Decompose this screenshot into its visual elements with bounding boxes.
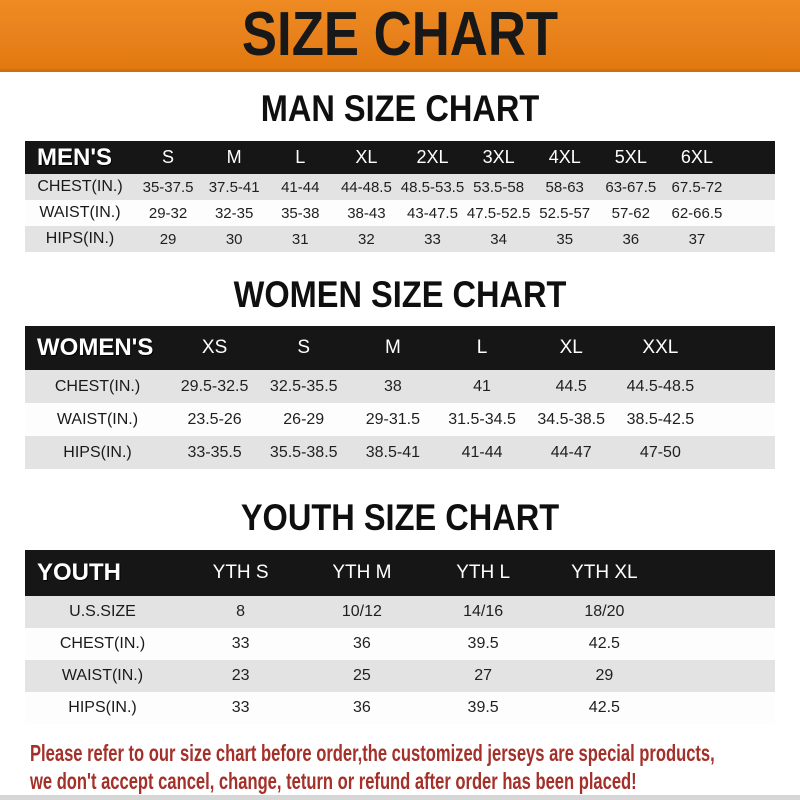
size-value-cell: 44-47 (550, 443, 592, 461)
column-header: S (297, 337, 311, 358)
footer-line-2: we don't accept cancel, change, teturn or refund after order has been placed! (30, 768, 637, 794)
size-value-cell: 29-32 (148, 204, 188, 222)
size-value-cell: 37.5-41 (208, 178, 260, 196)
spacer-cell (705, 403, 775, 436)
size-value-cell: 34 (490, 230, 507, 248)
size-value-cell: 35.5-38.5 (269, 443, 338, 461)
size-value-cell: 31 (291, 230, 309, 248)
size-value-cell: 33 (231, 699, 250, 716)
size-value-cell: 52.5-57 (539, 204, 591, 222)
size-value-cell: 35 (556, 230, 574, 248)
size-value-cell: 57-62 (611, 204, 650, 222)
size-value-cell: 48.5-53.5 (400, 178, 465, 196)
column-header: M (384, 337, 401, 358)
womens-size-table (25, 326, 775, 469)
table-header-row (25, 550, 775, 596)
size-value-cell: 37 (688, 230, 706, 248)
size-value-cell: 44.5-48.5 (626, 377, 695, 395)
banner-title: SIZE CHART (241, 0, 559, 69)
spacer-cell (730, 141, 775, 174)
table-corner-label: WOMEN'S (37, 334, 154, 361)
table-corner-label: MEN'S (37, 143, 113, 171)
size-value-cell: 38.5-42.5 (626, 410, 695, 428)
size-value-cell: 38-43 (347, 204, 386, 222)
row-label: WAIST(IN.) (61, 667, 144, 684)
column-header: YTH XL (571, 562, 638, 583)
size-value-cell: 36 (622, 230, 640, 248)
size-value-cell: 41-44 (281, 178, 320, 196)
column-header: XXL (642, 337, 679, 358)
size-value-cell: 23 (231, 667, 250, 684)
spacer-cell (730, 174, 775, 200)
spacer-cell (665, 550, 775, 596)
column-header: 4XL (548, 147, 581, 167)
table-row (25, 226, 775, 252)
size-value-cell: 42.5 (588, 699, 620, 716)
size-value-cell: 29.5-32.5 (180, 377, 249, 395)
size-value-cell: 38.5-41 (365, 443, 421, 461)
row-label: CHEST(IN.) (54, 377, 141, 395)
row-label: HIPS(IN.) (45, 230, 115, 247)
size-value-cell: 35-38 (281, 204, 320, 222)
row-label: HIPS(IN.) (63, 443, 132, 461)
column-header: 6XL (680, 147, 713, 167)
spacer-cell (730, 226, 775, 252)
footer-disclaimer (30, 739, 800, 795)
size-value-cell: 39.5 (467, 635, 499, 652)
row-label: CHEST(IN.) (59, 635, 146, 652)
column-header: L (476, 337, 488, 358)
column-header: XL (355, 147, 378, 167)
row-label: WAIST(IN.) (39, 204, 121, 221)
size-value-cell: 42.5 (588, 635, 620, 652)
row-label: WAIST(IN.) (56, 410, 139, 428)
size-chart-banner (0, 0, 800, 72)
size-value-cell: 27 (474, 667, 493, 684)
table-row (25, 596, 775, 628)
column-header: L (295, 147, 306, 167)
footer-line-1: Please refer to our size chart before order,the customized jerseys are special products, (30, 740, 715, 766)
row-label: U.S.SIZE (69, 603, 136, 620)
column-header: YTH M (332, 562, 392, 583)
table-row (25, 370, 775, 403)
table-row (25, 200, 775, 226)
column-header: 3XL (482, 147, 515, 167)
table-row (25, 436, 775, 469)
column-header: S (162, 147, 175, 167)
table-header-row (25, 326, 775, 370)
size-value-cell: 44-48.5 (340, 178, 392, 196)
spacer-cell (665, 596, 775, 628)
size-value-cell: 32-35 (214, 204, 254, 222)
spacer-cell (730, 200, 775, 226)
column-header: 2XL (416, 147, 449, 167)
man-size-chart-heading: MAN SIZE CHART (260, 88, 540, 129)
size-value-cell: 63-67.5 (605, 178, 657, 196)
size-value-cell: 44.5 (555, 377, 587, 395)
size-value-cell: 38 (383, 377, 402, 395)
spacer-cell (665, 660, 775, 692)
size-value-cell: 35-37.5 (142, 178, 194, 196)
youth-size-chart-heading: YOUTH SIZE CHART (240, 497, 560, 538)
size-value-cell: 58-63 (545, 178, 584, 196)
table-row (25, 174, 775, 200)
size-value-cell: 33 (231, 635, 250, 652)
size-value-cell: 36 (352, 635, 371, 652)
size-value-cell: 32 (358, 230, 375, 248)
column-header: XL (559, 337, 583, 358)
spacer-cell (705, 436, 775, 469)
column-header: M (226, 147, 242, 167)
size-value-cell: 36 (352, 699, 371, 716)
size-value-cell: 29 (595, 667, 614, 684)
size-value-cell: 29-31.5 (365, 410, 421, 428)
spacer-cell (665, 628, 775, 660)
size-value-cell: 18/20 (584, 603, 625, 620)
row-label: CHEST(IN.) (37, 178, 123, 195)
size-value-cell: 23.5-26 (187, 410, 242, 428)
size-value-cell: 32.5-35.5 (269, 377, 338, 395)
size-value-cell: 47-50 (639, 443, 681, 461)
size-value-cell: 26-29 (283, 410, 325, 428)
size-value-cell: 25 (352, 667, 371, 684)
mens-size-table (25, 141, 775, 252)
size-value-cell: 53.5-58 (473, 178, 525, 196)
table-header-row (25, 141, 775, 174)
table-row (25, 403, 775, 436)
column-header: XS (201, 337, 228, 358)
table-row (25, 628, 775, 660)
table-corner-label: YOUTH (37, 559, 121, 586)
column-header: YTH L (456, 562, 511, 583)
youth-size-table (25, 550, 775, 724)
size-value-cell: 30 (225, 230, 243, 248)
size-value-cell: 34.5-38.5 (537, 410, 605, 428)
size-value-cell: 41-44 (461, 443, 503, 461)
column-header: 5XL (614, 147, 647, 167)
size-value-cell: 39.5 (467, 699, 499, 716)
size-value-cell: 43-47.5 (407, 204, 458, 222)
size-value-cell: 29 (159, 230, 177, 248)
size-value-cell: 10/12 (341, 603, 382, 620)
size-value-cell: 8 (236, 603, 246, 620)
spacer-cell (665, 692, 775, 724)
column-header: YTH S (212, 562, 269, 583)
size-value-cell: 47.5-52.5 (466, 204, 531, 222)
size-value-cell: 33 (424, 230, 441, 248)
table-row (25, 692, 775, 724)
spacer-cell (705, 370, 775, 403)
size-value-cell: 31.5-34.5 (448, 410, 516, 428)
size-value-cell: 62-66.5 (671, 204, 723, 222)
spacer-cell (705, 326, 775, 370)
table-row (25, 660, 775, 692)
row-label: HIPS(IN.) (68, 699, 137, 716)
size-value-cell: 41 (473, 377, 491, 395)
size-value-cell: 14/16 (463, 603, 504, 620)
women-size-chart-heading: WOMEN SIZE CHART (233, 274, 567, 315)
size-value-cell: 67.5-72 (671, 178, 723, 196)
bottom-edge-strip (0, 795, 800, 800)
size-value-cell: 33-35.5 (187, 443, 242, 461)
